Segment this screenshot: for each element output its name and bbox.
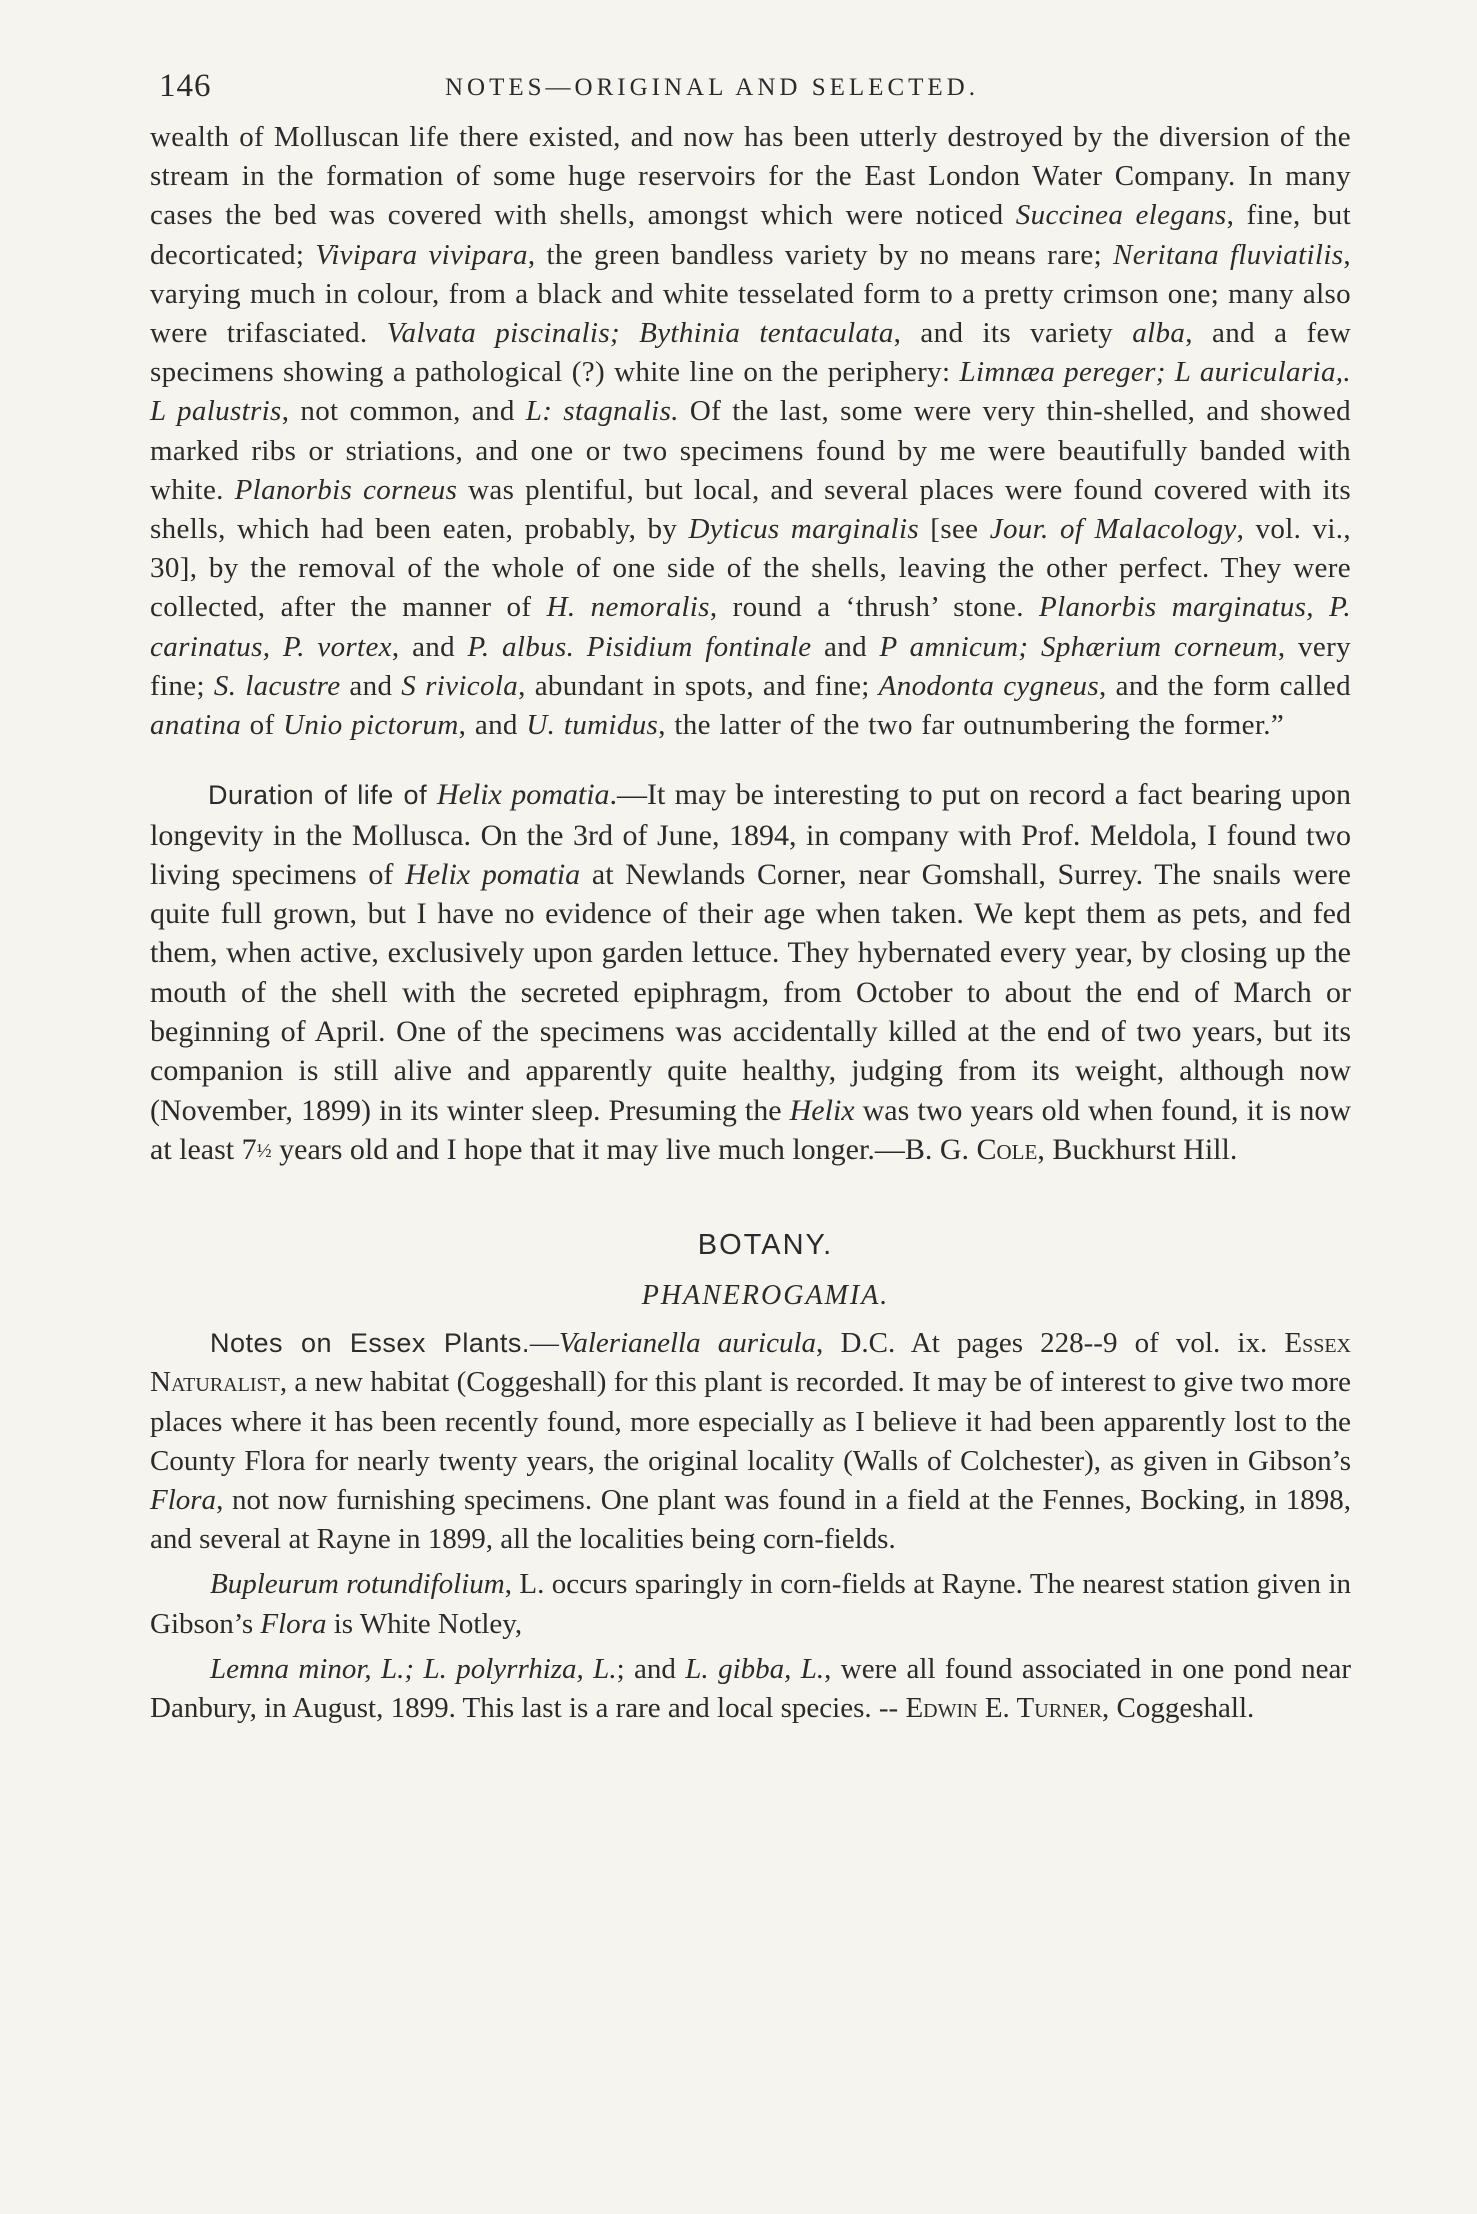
text-run: , very fine; (150, 630, 1351, 702)
text-run: , a new habitat (Coggeshall) for this plant is recorded. It may be of interest to give two more places where it has been recently found, more especially as I believe it had been apparently lost to the County Flora for nearly twenty years, the original locality (Walls of Colchester), as given in Gibson’s (150, 1366, 1351, 1477)
text-run: .—It may be interesting to put on record a fact bearing upon longevity in the Mollusca. On the 3rd of June, 1894, in company with Prof. Meldola, I found two living specimens of (150, 778, 1351, 891)
text-run: , not common, and (281, 395, 526, 428)
species-name: Limnæa pereger; L auricularia,. L palustris (150, 356, 1352, 428)
text-run: , not now furnishing specimens. One plant was found in a field at the Fennes, Bocking, in 1898, and several at Rayne in 1899, all the localities being corn-fields. (150, 1484, 1351, 1556)
journal-title: Jour. of Malacology (989, 513, 1237, 546)
species-name: P amnicum; Sphærium corneum (879, 630, 1278, 663)
text-run: and (340, 669, 402, 702)
text-run: , and its variety (893, 317, 1133, 350)
species-name: Anodonta cygneus (878, 669, 1100, 702)
species-name: S. lacustre (213, 669, 341, 702)
text-run: of (241, 709, 284, 742)
note-heading (208, 780, 437, 810)
note-heading-species: Helix pomatia (436, 778, 610, 812)
paragraph-helix-pomatia (150, 775, 1351, 1171)
text-run: , and (458, 709, 527, 742)
book-title: Flora (260, 1607, 327, 1640)
text-run: wealth of Molluscan life there existed, and now has been utterly destroyed by the diversion of the stream in the formation of some huge reservoirs for the East London Water Company. In many cases the bed was covered with shells, amongst which were noticed (150, 121, 1351, 232)
text-run: , vol. vi., 30], by the removal of the whole of one side of the shells, leaving the other perfect. They were collected, after the manner of (150, 513, 1351, 624)
text-run: , and the form called (1099, 669, 1352, 702)
species-name: Valvata piscinalis; Bythinia tentaculata (386, 317, 894, 350)
paragraph-bupleurum (150, 1565, 1351, 1643)
text-run: years old and I hope that it may live much longer.—B. G. (271, 1132, 977, 1166)
author-name: Cole (976, 1132, 1038, 1166)
species-name: Helix (789, 1093, 855, 1127)
text-run: , round a ‘thrush’ stone. (709, 591, 1039, 624)
species-name: Bupleurum rotundifolium (210, 1568, 505, 1601)
species-name: Neritana fluviatilis (1113, 238, 1344, 271)
species-name: Unio pictorum (283, 709, 459, 742)
text-run: , varying much in colour, from a black and white tesselated form to a pretty crimson one; many also were trifasciated. (150, 238, 1351, 350)
book-title: Flora (150, 1484, 217, 1517)
section-title: BOTANY. (697, 1229, 834, 1262)
species-name: Planorbis corneus (234, 473, 458, 506)
paragraph-lemna (150, 1650, 1351, 1728)
note-heading: Notes on Essex Plants. (210, 1328, 530, 1359)
text-run: Of the last, some were very thin-shelled, and showed marked ribs or striations, and one or two specimens found by me were beautifully banded with white. (150, 395, 1352, 506)
paragraph-molluscan-list (150, 118, 1351, 745)
author-name: Edwin E. Turner (905, 1692, 1103, 1725)
species-name: H. nemoralis (546, 591, 710, 624)
section-subtitle: PHANEROGAMIA. (641, 1280, 890, 1312)
journal-title: Essex Naturalist (150, 1327, 1351, 1399)
text-run: , D.C. At pages 228--9 of vol. ix. (816, 1327, 1285, 1360)
article-body-molluscs (150, 118, 1351, 745)
running-head-title: NOTES—ORIGINAL AND SELECTED. (445, 74, 979, 101)
text-run: , were all found associated in one pond near Danbury, in August, 1899. This last is a rare and local species. -- (150, 1652, 1351, 1725)
text-run: was two years old when found, it is now at least 7 (150, 1093, 1351, 1166)
species-name: Dyticus marginalis (688, 513, 919, 546)
fraction: ½ (256, 1139, 272, 1162)
text-run: [see (918, 513, 990, 546)
text-run: — (529, 1327, 559, 1360)
species-name: Lemna minor, L.; L. polyrrhiza, L. (210, 1652, 617, 1685)
species-name: Planorbis marginatus, P. carinatus, P. vortex (150, 591, 1351, 663)
text-run: , and (391, 630, 468, 663)
text-run: , L. occurs sparingly in corn-fields at Rayne. The nearest station given in Gibson’s (150, 1568, 1351, 1640)
text-run: and (811, 630, 880, 663)
text-run: , fine, but decorticated; (150, 199, 1351, 271)
species-name: Valerianella auricula (558, 1327, 817, 1360)
text-run: at Newlands Corner, near Gomshall, Surrey. The snails were quite full grown, but I have no evidence of their age when taken. We kept them as pets, and fed them, when active, exclusively upon garden lettuce. They hybernated every year, by closing up the mouth of the shell with the secreted epiphragm, from October to about the end of March or beginning of April. One of the specimens was accidentally killed at the end of two years, but its companion is still alive and apparently quite healthy, judging from its weight, although now (November, 1899) in its winter sleep. Presuming the (150, 857, 1351, 1127)
paragraph-essex-plants (150, 1324, 1351, 1559)
note-heading-text: Duration of life of (208, 780, 437, 811)
species-name: U. tumidus (526, 709, 659, 742)
text-run: , the green bandless variety by no means rare; (527, 238, 1114, 271)
species-name: Succinea elegans (1015, 199, 1227, 232)
text-run: , abundant in spots, and fine; (518, 669, 879, 702)
article-body-helix (150, 775, 1351, 1171)
species-name: anatina (150, 709, 242, 742)
species-name: Helix pomatia (405, 857, 581, 891)
text-run: , Buckhurst Hill. (1037, 1132, 1238, 1166)
article-body-botany (150, 1324, 1351, 1728)
text-run: ; and (616, 1652, 686, 1685)
running-head (150, 62, 1351, 118)
species-name: S rivicola (401, 669, 519, 702)
page-number: 146 (159, 68, 212, 104)
species-name: Vivipara vivipara (315, 238, 528, 271)
text-run: was plentiful, but local, and several places were found covered with its shells, which had been eaten, probably, by (150, 473, 1351, 546)
text-run: is White Notley, (326, 1607, 523, 1640)
species-name: L: stagnalis. (525, 395, 679, 428)
species-name: P. albus. Pisidium fontinale (467, 630, 812, 663)
text-run: , the latter of the two far outnumbering the former.” (658, 709, 1285, 742)
text-run: , and a few specimens showing a pathological (?) white line on the periphery: (150, 317, 1351, 389)
species-name: alba (1132, 317, 1186, 350)
species-name: L. gibba, L. (685, 1652, 825, 1685)
text-run: , Coggeshall. (1102, 1692, 1255, 1725)
